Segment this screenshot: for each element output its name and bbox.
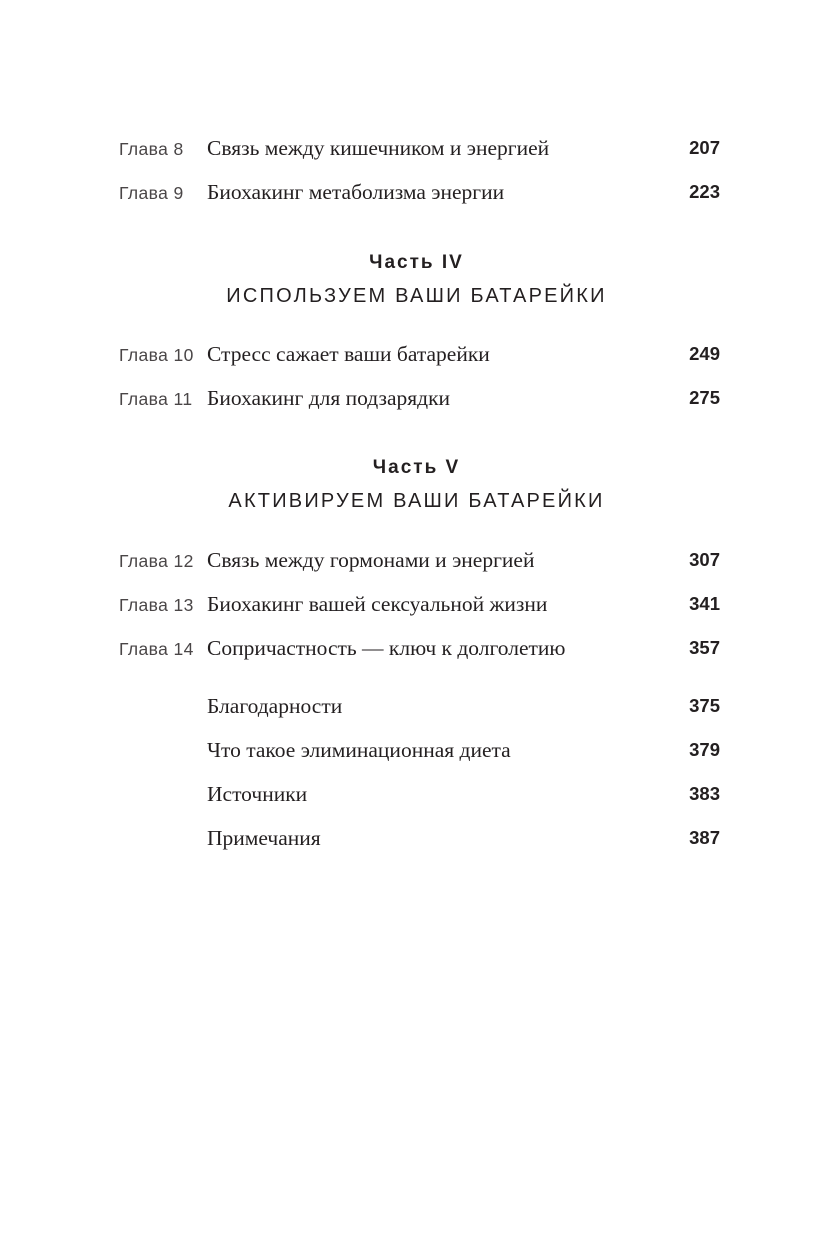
page-number: 375 [689,695,720,716]
toc-entry-elimination-diet[interactable] [0,738,833,768]
toc-entry-notes[interactable] [0,826,833,856]
toc-entry-sources[interactable] [0,782,833,812]
page-number: 307 [689,549,720,570]
toc-entry-chapter-11[interactable] [0,386,833,416]
chapter-title: Связь между гормонами и энергией [207,548,535,572]
chapter-label: Глава 10 [119,345,194,365]
toc-entry-chapter-13[interactable] [0,592,833,622]
chapter-title: Биохакинг метаболизма энергии [207,180,505,204]
section-title: Примечания [207,826,321,850]
page-number: 207 [689,137,720,158]
part-4-heading: Часть IV [369,252,464,273]
chapter-title: Сопричастность — ключ к долголетию [207,636,566,660]
part-5-heading: Часть V [372,457,461,478]
chapter-label: Глава 13 [119,595,194,615]
chapter-title: Стресс сажает ваши батарейки [207,342,490,366]
chapter-label: Глава 8 [119,139,184,159]
toc-entry-chapter-12[interactable] [0,548,833,578]
toc-entry-chapter-14[interactable] [0,636,833,666]
chapter-label: Глава 11 [119,389,193,409]
section-title: Благодарности [207,694,343,718]
chapter-title: Биохакинг для подзарядки [207,386,451,410]
chapter-title: Биохакинг вашей сексуальной жизни [207,592,548,616]
part-5-title: АКТИВИРУЕМ ВАШИ БАТАРЕЙКИ [228,490,605,512]
chapter-label: Глава 9 [119,183,184,203]
page-number: 275 [689,387,720,408]
toc-entry-chapter-9[interactable] [0,180,833,210]
page-number: 387 [689,827,720,848]
chapter-label: Глава 14 [119,639,194,659]
section-title: Источники [207,782,308,806]
chapter-label: Глава 12 [119,551,194,571]
chapter-title: Связь между кишечником и энергией [207,136,550,160]
page-number: 383 [689,783,720,804]
page-number: 357 [689,637,720,658]
toc-entry-chapter-10[interactable] [0,342,833,372]
section-title: Что такое элиминационная диета [207,738,511,762]
page-number: 379 [689,739,720,760]
page-number: 249 [689,343,720,364]
page-number: 223 [689,181,720,202]
toc-entry-acknowledgements[interactable] [0,694,833,724]
toc-entry-chapter-8[interactable] [0,136,833,166]
part-4-title: ИСПОЛЬЗУЕМ ВАШИ БАТАРЕЙКИ [226,285,607,307]
page-number: 341 [689,593,720,614]
